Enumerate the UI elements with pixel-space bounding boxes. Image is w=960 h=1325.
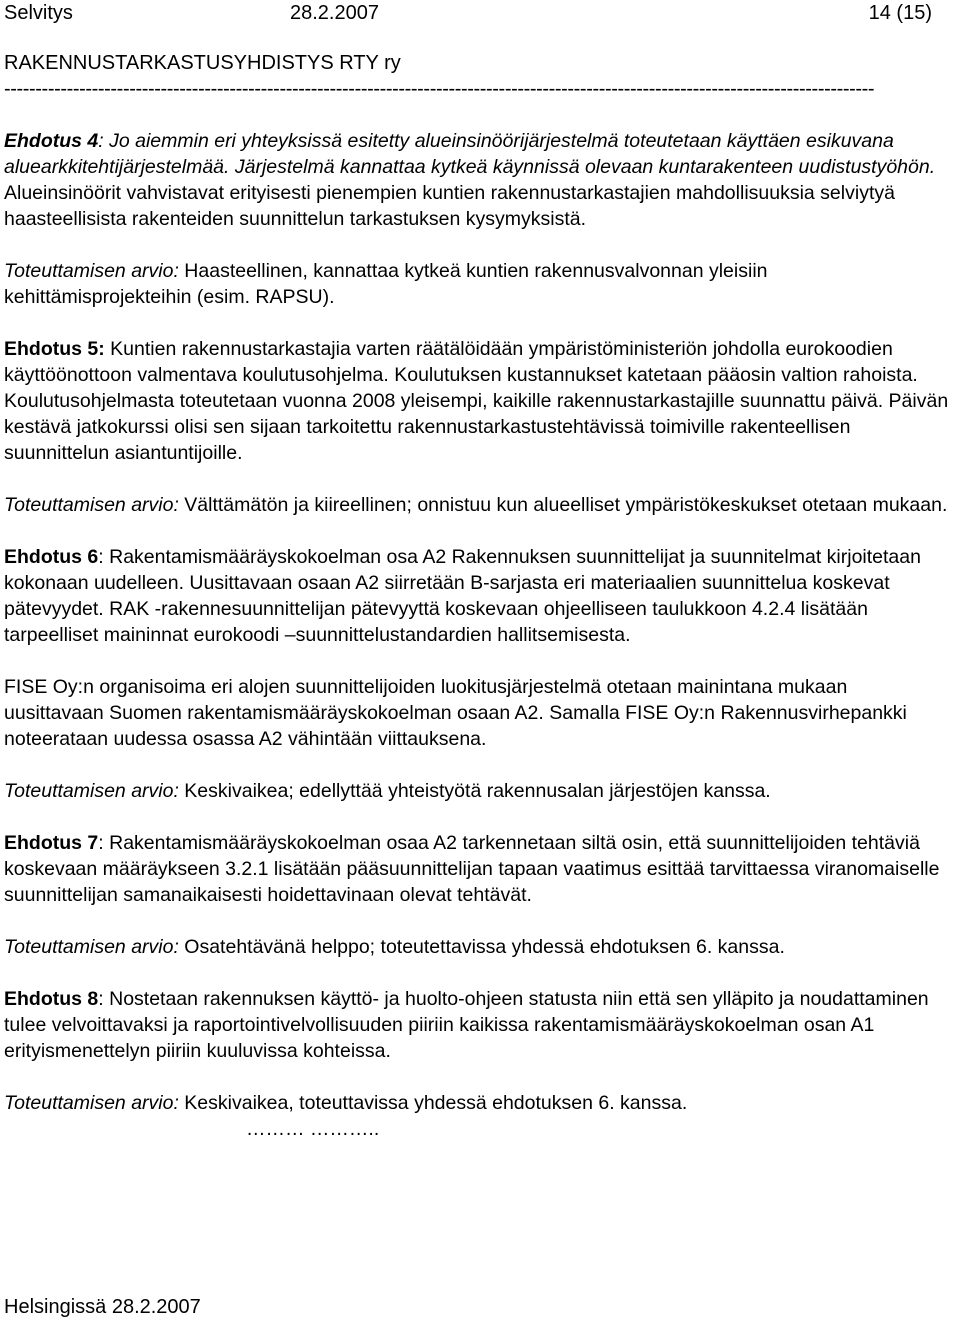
assessment-label: Toteuttamisen arvio: <box>4 260 179 282</box>
proposal-text-italic: Jo aiemmin eri yhteyksissä esitetty alueinsinöörijärjestelmä toteutetaan käyttäen esikuvana aluearkkitehtijärjestelmää. Järjestelmä kannattaa kytkeä käynnissä olevaan kuntarakenteen uudistustyöhön. <box>4 130 936 178</box>
organization-name: RAKENNUSTARKASTUSYHDISTYS RTY ry <box>4 52 401 74</box>
proposal-label: Ehdotus 5: <box>4 338 105 360</box>
fise-paragraph <box>4 674 952 752</box>
assessment-label: Toteuttamisen arvio: <box>4 780 179 802</box>
assessment-label: Toteuttamisen arvio: <box>4 1092 179 1114</box>
assessment-6 <box>4 778 952 804</box>
proposal-text: Nostetaan rakennuksen käyttö- ja huolto-ohjeen statusta niin että sen ylläpito ja noudattaminen tulee velvoittavaksi ja raportointivelvollisuuden piiriin kaikissa rakentamismääräyskokoelman osan A1 erityismenettelyn piiriin kuuluvissa kohteissa. <box>4 988 929 1062</box>
assessment-7 <box>4 934 952 960</box>
document-body <box>4 128 952 1142</box>
proposal-text: Rakentamismääräyskokoelman osa A2 Rakennuksen suunnittelijat ja suunnitelmat kirjoitetaan kokonaan uudelleen. Uusittavaan osaan A2 siirretään B-sarjasta eri materiaalien suunnittelua koskevat pätevyydet. RAK -rakennesuunnittelijan pätevyyttä koskevaan ohjeelliseen taulukkoon 4.2.4 lisätään tarpeelliset maininnat eurokoodi –suunnittelustandardien hallitsemisesta. <box>4 546 921 646</box>
proposal-label: Ehdotus 8 <box>4 988 99 1010</box>
proposal-label: Ehdotus 7 <box>4 832 99 854</box>
proposal-text: Kuntien rakennustarkastajia varten räätälöidään ympäristöministeriön johdolla eurokoodien käyttöönottoon valmentava koulutusohjelma. Koulutuksen kustannukset katetaan pääosin valtion rahoista. Koulutusohjelmasta toteutetaan vuonna 2008 yleisempi, kaikille rakennustarkastajille suunnattu päivä. Päivän kestävä jatkokurssi olisi sen sijaan tarkoitettu rakennustarkastustehtävissä toimiville rakenteellisen suunnittelun asiantuntijoille. <box>4 338 949 464</box>
footer-place-date: Helsingissä 28.2.2007 <box>4 1296 201 1318</box>
proposal-colon: : <box>98 988 104 1010</box>
proposal-colon: : <box>98 546 104 568</box>
assessment-text: Haasteellinen, kannattaa kytkeä kuntien rakennusvalvonnan yleisiin kehittämisprojekteihin (esim. RAPSU). <box>4 260 768 308</box>
header-date: 28.2.2007 <box>290 2 379 24</box>
proposal-text: Rakentamismääräyskokoelman osaa A2 tarkennetaan siltä osin, että suunnittelijoiden tehtäviä koskevaan määräykseen 3.2.1 lisätään pääsuunnittelijan tapaan vaatimus esittää tarvittaessa viranomaiselle suunnittelijan samanaikaisesti hoidettavinaan olevat tehtävät. <box>4 832 940 906</box>
proposal-colon: : <box>98 130 104 152</box>
assessment-8 <box>4 1090 952 1116</box>
assessment-text: Keskivaikea, toteuttavissa yhdessä ehdotuksen 6. kanssa. <box>178 1092 688 1114</box>
proposal-6 <box>4 544 952 648</box>
assessment-text: Osatehtävänä helppo; toteutettavissa yhdessä ehdotuksen 6. kanssa. <box>178 936 785 958</box>
proposal-label: Ehdotus 6 <box>4 546 99 568</box>
proposal-4 <box>4 128 952 232</box>
document-type: Selvitys <box>4 2 73 24</box>
proposal-text: Alueinsinöörit vahvistavat erityisesti pienempien kuntien rakennustarkastajien mahdollisuuksia selviytyä haasteellisista rakenteiden suunnittelun tarkastuksen kysymyksistä. <box>4 182 895 230</box>
paragraph-text: FISE Oy:n organisoima eri alojen suunnittelijoiden luokitusjärjestelmä otetaan mainintana mukaan uusittavaan Suomen rakentamismääräyskokoelman osaan A2. Samalla FISE Oy:n Rakennusvirhepankki noteerataan uudessa osassa A2 vähintään viittauksena. <box>4 676 907 750</box>
assessment-text: Välttämätön ja kiireellinen; onnistuu kun alueelliset ympäristökeskukset otetaan mukaan. <box>178 494 948 516</box>
assessment-label: Toteuttamisen arvio: <box>4 494 179 516</box>
assessment-4 <box>4 258 952 310</box>
assessment-label: Toteuttamisen arvio: <box>4 936 179 958</box>
ellipsis-line: ……… ……….. <box>246 1118 380 1140</box>
proposal-5 <box>4 336 952 466</box>
proposal-colon: : <box>98 832 104 854</box>
proposal-8 <box>4 986 952 1064</box>
proposal-label: Ehdotus 4 <box>4 130 99 152</box>
header-divider: ------------------------------------------------------------------------------------------------------------------------------------------- <box>4 78 875 100</box>
page-header <box>4 2 956 28</box>
page-number: 14 (15) <box>868 2 932 24</box>
proposal-7 <box>4 830 952 908</box>
assessment-text: Keskivaikea; edellyttää yhteistyötä rakennusalan järjestöjen kanssa. <box>178 780 771 802</box>
assessment-5 <box>4 492 952 518</box>
